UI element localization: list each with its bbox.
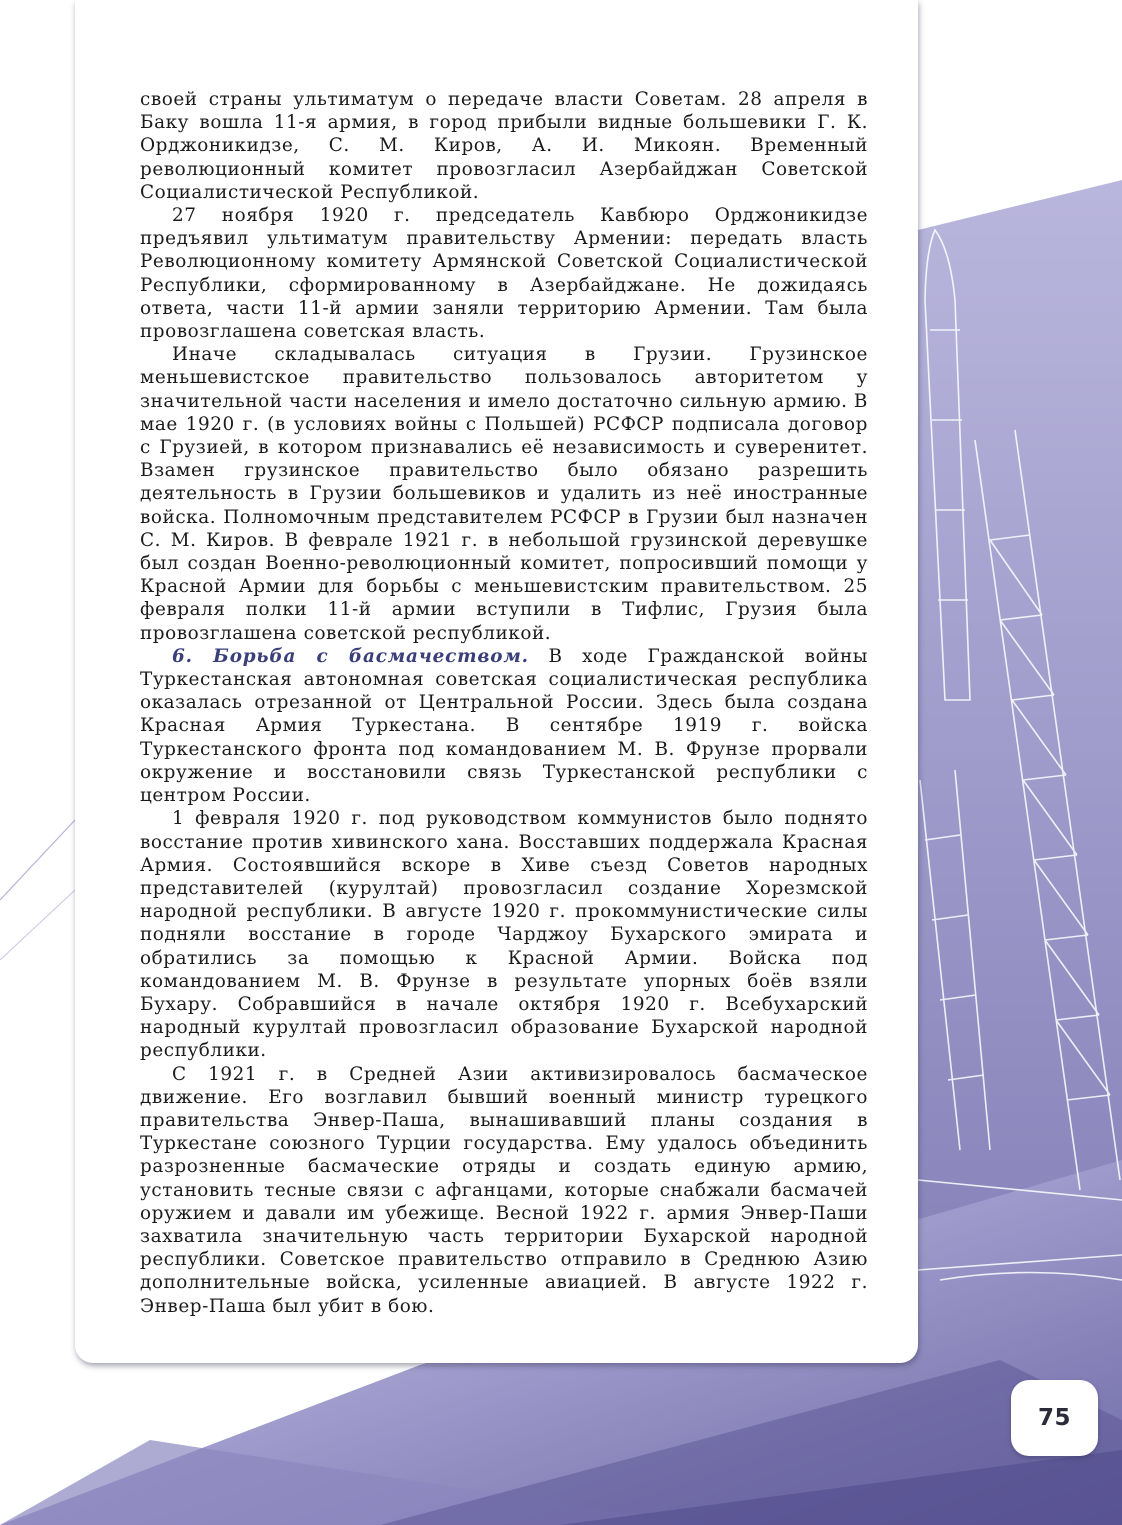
paragraph-5: 1 февраля 1920 г. под руководством коммунистов было поднято восстание против хивинского хана. Восставших поддержала Красная Армия. Состоявшийся вскоре в Хиве съезд Советов народных представителей (курултай) провозгласил создание Хорезмской народной республики. В августе 1920 г. прокоммунистические силы подняли восстание в городе Чарджоу Бухарского эмирата и обратились за помощью к Красной Армии. Войска под командованием М. В. Фрунзе в результате упорных боёв взяли Бухару. Собравшийся в начале октября 1920 г. Всебухарский народный курултай провозгласил образование Бухарской народной республики. [140,808,868,1062]
paragraph-4-section-6 [140,645,868,807]
paragraph-3: Иначе складывалась ситуация в Грузии. Грузинское меньшевистское правительство пользовалось авторитетом у значительной части населения и имело достаточно сильную армию. В мае 1920 г. (в условиях войны с Польшей) РСФСР подписала договор с Грузией, в котором признавались её независимость и суверенитет. Взамен грузинское правительство было обязано разрешить деятельность в Грузии большевиков и удалить из неё иностранные войска. Полномочным представителем РСФСР в Грузии был назначен С. М. Киров. В феврале 1921 г. в небольшой грузинской деревушке был создан Военно-революционный комитет, попросивший помощи у Красной Армии для борьбы с меньшевистским правительством. 25 февраля полки 11-й армии вступили в Тифлис, Грузия была провозглашена советской республикой. [140,344,868,644]
paragraph-2: 27 ноября 1920 г. председатель Кавбюро Орджоникидзе предъявил ультиматум правительству Армении: передать власть Революционному комитету Армянской Советской Социалистической Республики, сформированному в Азербайджане. Не дожидаясь ответа, части 11-й армии заняли территорию Армении. Там была провозглашена советская власть. [140,205,868,343]
section-6-text: В ходе Гражданской войны Туркестанская автономная советская социалистическая республика оказалась отрезанной от Центральной России. Здесь была создана Красная Армия Туркестана. В сентябре 1919 г. войска Туркестанского фронта под командованием М. В. Фрунзе прорвали окружение и восстановили связь Туркестанской республики с центром России. [140,645,868,807]
text-panel [75,0,918,1363]
paragraph-6: С 1921 г. в Средней Азии активизировалось басмаческое движение. Его возглавил бывший военный министр турецкого правительства Энвер-Паша, вынашивавший планы создания в Туркестане союзного Турции государства. Ему удалось объединить разрозненные басмаческие отряды и создать единую армию, установить тесные связи с афганцами, которые снабжали басмачей оружием и давали им убежище. Весной 1922 г. армия Энвер-Паши захватила значительную часть территории Бухарской народной республики. Советское правительство отправило в Среднюю Азию дополнительные войска, усиленные авиацией. В августе 1922 г. Энвер-Паша был убит в бою. [140,1063,868,1317]
section-heading: 6. Борьба с басмачеством. [172,645,529,667]
page-number-badge [1011,1380,1098,1456]
paragraph-1: своей страны ультиматум о передаче власти Советам. 28 апреля в Баку вошла 11-я армия, в город прибыли видные большевики Г. К. Орджоникидзе, С. М. Киров, А. И. Микоян. Временный революционный комитет провозгласил Азербайджан Советской Социалистической Республикой. [140,89,868,203]
page-number: 75 [1037,1405,1071,1431]
